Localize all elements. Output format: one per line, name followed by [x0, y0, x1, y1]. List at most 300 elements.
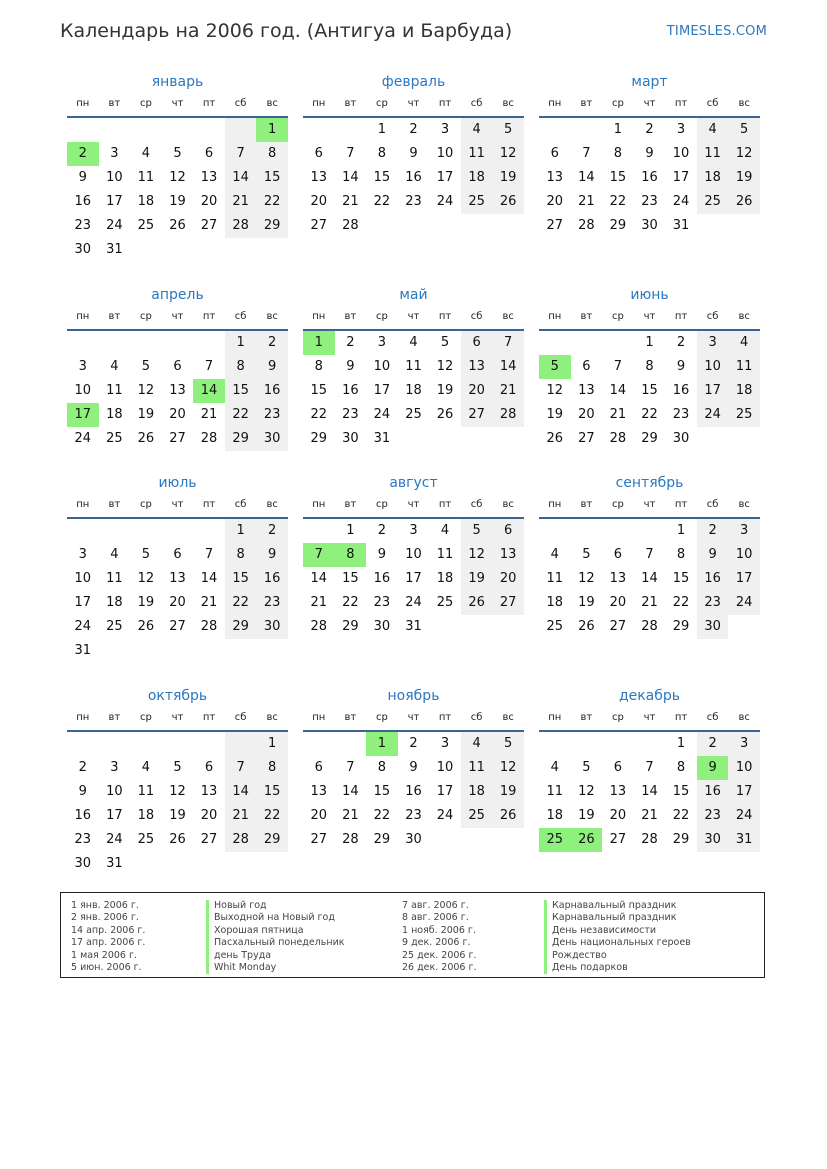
- day-cell: 16: [405, 170, 422, 185]
- empty-day-cell: [398, 427, 430, 451]
- empty-day-cell: [256, 238, 288, 262]
- empty-day-cell: [193, 331, 225, 355]
- day-cell: 11: [106, 571, 123, 586]
- day-cell: 31: [672, 218, 690, 233]
- empty-day-cell: [461, 427, 493, 451]
- day-cell: 11: [461, 756, 493, 780]
- day-cell: 1: [645, 335, 654, 350]
- week-row: [67, 828, 288, 852]
- day-cell: 1: [676, 523, 686, 538]
- day-cell: 26: [546, 431, 564, 446]
- weekday-label: вс: [502, 499, 514, 510]
- weekday-label: пт: [438, 499, 452, 510]
- weekday-label: вс: [266, 311, 278, 322]
- day-cell: 12: [492, 756, 524, 780]
- day-cell: 17: [436, 170, 454, 185]
- weekday-header: [303, 710, 524, 732]
- weekday-label: сб: [470, 311, 483, 322]
- legend-holiday-name: День национальных героев: [544, 937, 691, 949]
- weekday-header: [303, 497, 524, 519]
- weekday-label: пт: [202, 98, 216, 109]
- day-cell: 21: [342, 194, 359, 209]
- month-name: октябрь: [147, 688, 208, 704]
- day-cell: 22: [672, 595, 690, 610]
- day-cell: 30: [74, 242, 92, 257]
- day-cell: 5: [492, 118, 524, 142]
- day-cell: 21: [492, 379, 524, 403]
- day-cell: 3: [676, 122, 686, 137]
- day-cell: 26: [492, 190, 524, 214]
- day-cell: 15: [609, 170, 627, 185]
- weekday-label: ср: [611, 499, 624, 510]
- day-cell: 3: [697, 331, 729, 355]
- day-cell: 23: [342, 407, 359, 422]
- day-cell: 30: [256, 615, 288, 639]
- week-row: [539, 543, 760, 567]
- week-row: [303, 214, 524, 238]
- week-row: [303, 427, 524, 451]
- day-cell: 5: [461, 519, 493, 543]
- week-row: [539, 591, 760, 615]
- month-block: [67, 285, 288, 451]
- empty-day-cell: [571, 732, 603, 756]
- day-cell: 16: [256, 567, 288, 591]
- weekday-label: сб: [470, 98, 483, 109]
- day-cell: 19: [492, 780, 524, 804]
- day-cell: 28: [342, 832, 359, 847]
- empty-day-cell: [99, 732, 131, 756]
- empty-day-cell: [461, 214, 493, 238]
- day-cell: 27: [310, 218, 328, 233]
- weekday-label: пт: [438, 712, 452, 723]
- day-cell: 7: [225, 756, 257, 780]
- day-cell: 6: [173, 547, 182, 562]
- day-cell: 27: [200, 218, 218, 233]
- week-row: [67, 591, 288, 615]
- weekday-label: пн: [548, 311, 562, 322]
- weekday-label: чт: [643, 499, 656, 510]
- day-cell: 26: [137, 431, 155, 446]
- empty-day-cell: [697, 427, 729, 451]
- day-cell: 8: [225, 543, 257, 567]
- day-cell: 15: [641, 383, 658, 398]
- weekday-label: вс: [738, 311, 750, 322]
- day-cell: 22: [373, 194, 391, 209]
- weekday-label: вт: [108, 499, 121, 510]
- weekday-label: чт: [407, 499, 420, 510]
- legend-date: 9 дек. 2006 г.: [402, 937, 471, 949]
- day-cell: 1: [676, 736, 686, 751]
- weekday-header: [539, 309, 760, 331]
- empty-day-cell: [602, 519, 634, 543]
- day-cell: 2: [697, 732, 729, 756]
- day-cell: 12: [461, 543, 493, 567]
- day-cell: 3: [728, 519, 760, 543]
- day-cell: 16: [373, 571, 391, 586]
- empty-day-cell: [492, 615, 524, 639]
- day-cell: 25: [137, 218, 155, 233]
- empty-day-cell: [130, 639, 162, 663]
- day-cell: 8: [377, 146, 387, 161]
- day-cell: 1: [256, 732, 288, 756]
- day-cell: 21: [609, 407, 627, 422]
- month-name: февраль: [381, 74, 446, 90]
- week-row: [303, 732, 524, 756]
- day-cell: 16: [697, 567, 729, 591]
- legend-dates-left: [71, 900, 145, 974]
- weekday-label: пн: [76, 499, 90, 510]
- weekday-label: чт: [171, 499, 184, 510]
- day-cell: 15: [672, 784, 690, 799]
- day-cell: 15: [342, 571, 359, 586]
- day-cell: 7: [225, 142, 257, 166]
- day-cell: 3: [78, 547, 87, 562]
- weekday-label: ср: [375, 499, 388, 510]
- week-row: [539, 567, 760, 591]
- holiday-day-cell: 1: [366, 732, 398, 756]
- holiday-legend: [60, 892, 765, 978]
- holiday-day-cell: 1: [303, 331, 335, 355]
- day-cell: 28: [641, 619, 658, 634]
- legend-date: 1 мая 2006 г.: [71, 949, 137, 961]
- week-row: [303, 379, 524, 403]
- day-cell: 3: [440, 122, 450, 137]
- week-row: [67, 142, 288, 166]
- month-name: декабрь: [618, 688, 681, 704]
- weekday-label: пн: [76, 311, 90, 322]
- day-cell: 10: [436, 146, 454, 161]
- day-cell: 29: [225, 615, 257, 639]
- day-cell: 24: [106, 832, 123, 847]
- weekday-label: ср: [375, 311, 388, 322]
- month-name: июнь: [630, 287, 669, 303]
- month-block: [539, 473, 760, 639]
- day-cell: 24: [405, 595, 422, 610]
- day-cell: 21: [578, 194, 595, 209]
- empty-day-cell: [256, 639, 288, 663]
- day-cell: 1: [225, 331, 257, 355]
- day-cell: 19: [169, 808, 186, 823]
- day-cell: 5: [440, 335, 450, 350]
- day-cell: 26: [492, 804, 524, 828]
- weekday-label: чт: [407, 98, 420, 109]
- day-cell: 11: [106, 383, 123, 398]
- day-cell: 4: [550, 547, 559, 562]
- weekday-label: сб: [470, 712, 483, 723]
- day-cell: 2: [645, 122, 654, 137]
- day-cell: 16: [256, 379, 288, 403]
- weekday-label: пт: [674, 98, 688, 109]
- day-cell: 16: [641, 170, 658, 185]
- day-cell: 25: [728, 403, 760, 427]
- day-cell: 4: [141, 146, 151, 161]
- day-cell: 27: [169, 619, 186, 634]
- day-cell: 12: [492, 142, 524, 166]
- legend-date: 7 авг. 2006 г.: [402, 900, 469, 911]
- day-cell: 22: [225, 591, 257, 615]
- day-cell: 2: [676, 335, 686, 350]
- week-row: [303, 142, 524, 166]
- weekday-label: вс: [502, 712, 514, 723]
- day-cell: 19: [728, 166, 760, 190]
- day-cell: 28: [200, 431, 218, 446]
- empty-day-cell: [130, 238, 162, 262]
- day-cell: 5: [173, 760, 182, 775]
- day-cell: 12: [169, 170, 186, 185]
- day-cell: 23: [74, 832, 92, 847]
- week-row: [67, 804, 288, 828]
- week-row: [67, 427, 288, 451]
- empty-day-cell: [99, 118, 131, 142]
- day-cell: 30: [74, 856, 92, 871]
- day-cell: 9: [78, 784, 87, 799]
- day-cell: 27: [461, 403, 493, 427]
- day-cell: 18: [728, 379, 760, 403]
- empty-day-cell: [99, 639, 131, 663]
- weekday-header: [303, 309, 524, 331]
- weekday-label: вт: [108, 712, 121, 723]
- weekday-label: вс: [266, 499, 278, 510]
- day-cell: 19: [436, 383, 454, 398]
- day-cell: 13: [461, 355, 493, 379]
- legend-date: 17 апр. 2006 г.: [71, 937, 146, 949]
- day-cell: 30: [697, 828, 729, 852]
- week-row: [303, 190, 524, 214]
- day-cell: 21: [342, 808, 359, 823]
- day-cell: 6: [613, 547, 623, 562]
- day-cell: 24: [728, 591, 760, 615]
- legend-date: 2 янв. 2006 г.: [71, 912, 139, 924]
- empty-day-cell: [162, 519, 194, 543]
- week-row: [539, 331, 760, 355]
- day-cell: 26: [578, 619, 595, 634]
- weekday-label: ср: [611, 98, 624, 109]
- day-cell: 28: [578, 218, 595, 233]
- day-cell: 24: [697, 403, 729, 427]
- day-cell: 11: [405, 359, 422, 374]
- empty-day-cell: [162, 639, 194, 663]
- day-cell: 13: [310, 784, 328, 799]
- day-cell: 14: [200, 571, 218, 586]
- day-cell: 28: [200, 619, 218, 634]
- day-cell: 6: [582, 359, 591, 374]
- empty-day-cell: [429, 214, 461, 238]
- day-cell: 28: [310, 619, 328, 634]
- day-cell: 24: [106, 218, 123, 233]
- day-cell: 14: [225, 166, 257, 190]
- day-cell: 9: [78, 170, 87, 185]
- weekday-label: пт: [202, 499, 216, 510]
- day-cell: 10: [672, 146, 690, 161]
- month-block: [67, 686, 288, 876]
- day-cell: 30: [373, 619, 391, 634]
- weekday-label: пт: [674, 311, 688, 322]
- day-cell: 1: [377, 122, 387, 137]
- day-cell: 1: [613, 122, 623, 137]
- day-cell: 14: [225, 780, 257, 804]
- weekday-label: пт: [438, 98, 452, 109]
- day-cell: 31: [373, 431, 391, 446]
- empty-day-cell: [461, 828, 493, 852]
- holiday-day-cell: 8: [335, 543, 367, 567]
- weekday-label: сб: [234, 98, 247, 109]
- empty-day-cell: [697, 214, 729, 238]
- week-row: [539, 804, 760, 828]
- day-cell: 8: [676, 547, 686, 562]
- day-cell: 29: [672, 832, 690, 847]
- day-cell: 17: [405, 571, 422, 586]
- day-cell: 13: [609, 571, 627, 586]
- month-block: [303, 72, 524, 238]
- day-cell: 15: [256, 780, 288, 804]
- day-cell: 6: [492, 519, 524, 543]
- day-cell: 14: [342, 784, 359, 799]
- week-row: [67, 615, 288, 639]
- week-row: [67, 543, 288, 567]
- legend-holiday-name: Карнавальный праздник: [544, 900, 691, 912]
- day-cell: 20: [461, 379, 493, 403]
- empty-day-cell: [728, 214, 760, 238]
- weekday-label: пт: [202, 311, 216, 322]
- day-cell: 17: [697, 379, 729, 403]
- day-cell: 22: [225, 403, 257, 427]
- day-cell: 21: [200, 595, 218, 610]
- day-cell: 14: [578, 170, 595, 185]
- week-row: [303, 615, 524, 639]
- day-cell: 29: [310, 431, 328, 446]
- weekday-label: вс: [738, 712, 750, 723]
- day-cell: 4: [440, 523, 450, 538]
- day-cell: 20: [578, 407, 595, 422]
- day-cell: 26: [169, 832, 186, 847]
- day-cell: 10: [106, 784, 123, 799]
- day-cell: 9: [676, 359, 686, 374]
- legend-holiday-name: день Труда: [206, 950, 345, 962]
- month-block: [67, 72, 288, 262]
- day-cell: 3: [78, 359, 87, 374]
- empty-day-cell: [225, 238, 257, 262]
- empty-day-cell: [728, 615, 760, 639]
- day-cell: 4: [728, 331, 760, 355]
- legend-date: 25 дек. 2006 г.: [402, 949, 477, 961]
- day-cell: 13: [609, 784, 627, 799]
- day-cell: 8: [256, 142, 288, 166]
- day-cell: 14: [641, 784, 658, 799]
- day-cell: 22: [256, 190, 288, 214]
- weekday-label: ср: [611, 311, 624, 322]
- empty-day-cell: [162, 852, 194, 876]
- day-cell: 28: [641, 832, 658, 847]
- day-cell: 10: [405, 547, 422, 562]
- day-cell: 6: [314, 146, 323, 161]
- weekday-label: ср: [375, 712, 388, 723]
- legend-holiday-name: Выходной на Новый год: [206, 912, 345, 924]
- legend-date: 5 июн. 2006 г.: [71, 961, 142, 973]
- day-cell: 21: [225, 190, 257, 214]
- week-row: [539, 519, 760, 543]
- day-cell: 27: [492, 591, 524, 615]
- weekday-header: [67, 497, 288, 519]
- day-cell: 16: [74, 194, 92, 209]
- empty-day-cell: [602, 732, 634, 756]
- day-cell: 11: [137, 784, 155, 799]
- week-row: [67, 403, 288, 427]
- day-cell: 18: [461, 780, 493, 804]
- weekday-header: [539, 497, 760, 519]
- weekday-label: чт: [407, 311, 420, 322]
- legend-holiday-name: Рождество: [544, 950, 691, 962]
- day-cell: 4: [461, 118, 493, 142]
- day-cell: 9: [409, 760, 418, 775]
- month-name: январь: [151, 74, 204, 90]
- day-cell: 29: [225, 427, 257, 451]
- week-row: [539, 118, 760, 142]
- day-cell: 4: [461, 732, 493, 756]
- day-cell: 5: [141, 547, 151, 562]
- day-cell: 29: [342, 619, 359, 634]
- day-cell: 7: [204, 359, 214, 374]
- day-cell: 19: [461, 567, 493, 591]
- day-cell: 18: [436, 571, 454, 586]
- day-cell: 1: [346, 523, 355, 538]
- weekday-header: [539, 710, 760, 732]
- weekday-label: сб: [706, 311, 719, 322]
- site-link[interactable]: TIMESLES.COM: [666, 24, 767, 39]
- weekday-label: ср: [139, 499, 152, 510]
- day-cell: 18: [137, 808, 155, 823]
- day-cell: 3: [110, 760, 119, 775]
- day-cell: 7: [346, 760, 355, 775]
- weekday-label: пт: [674, 712, 688, 723]
- empty-day-cell: [539, 331, 571, 355]
- day-cell: 17: [106, 194, 123, 209]
- month-name: март: [631, 74, 668, 90]
- legend-date: 26 дек. 2006 г.: [402, 961, 477, 973]
- week-row: [539, 756, 760, 780]
- day-cell: 21: [200, 407, 218, 422]
- day-cell: 14: [641, 571, 658, 586]
- week-row: [539, 355, 760, 379]
- day-cell: 13: [200, 784, 218, 799]
- day-cell: 21: [310, 595, 328, 610]
- month-name: май: [399, 287, 428, 303]
- day-cell: 17: [728, 780, 760, 804]
- day-cell: 27: [546, 218, 564, 233]
- day-cell: 31: [728, 828, 760, 852]
- legend-date: 14 апр. 2006 г.: [71, 924, 146, 936]
- week-row: [303, 756, 524, 780]
- day-cell: 20: [169, 407, 186, 422]
- week-row: [303, 166, 524, 190]
- day-cell: 21: [641, 808, 658, 823]
- day-cell: 19: [169, 194, 186, 209]
- day-cell: 19: [578, 595, 595, 610]
- day-cell: 23: [697, 804, 729, 828]
- day-cell: 12: [137, 383, 155, 398]
- day-cell: 26: [461, 591, 493, 615]
- holiday-day-cell: 1: [256, 118, 288, 142]
- day-cell: 20: [546, 194, 564, 209]
- weekday-header: [303, 96, 524, 118]
- legend-date: 1 янв. 2006 г.: [71, 900, 139, 911]
- week-row: [67, 639, 288, 663]
- day-cell: 20: [310, 194, 328, 209]
- day-cell: 12: [728, 142, 760, 166]
- weekday-label: сб: [706, 499, 719, 510]
- day-cell: 2: [377, 523, 387, 538]
- day-cell: 30: [672, 431, 690, 446]
- day-cell: 5: [141, 359, 151, 374]
